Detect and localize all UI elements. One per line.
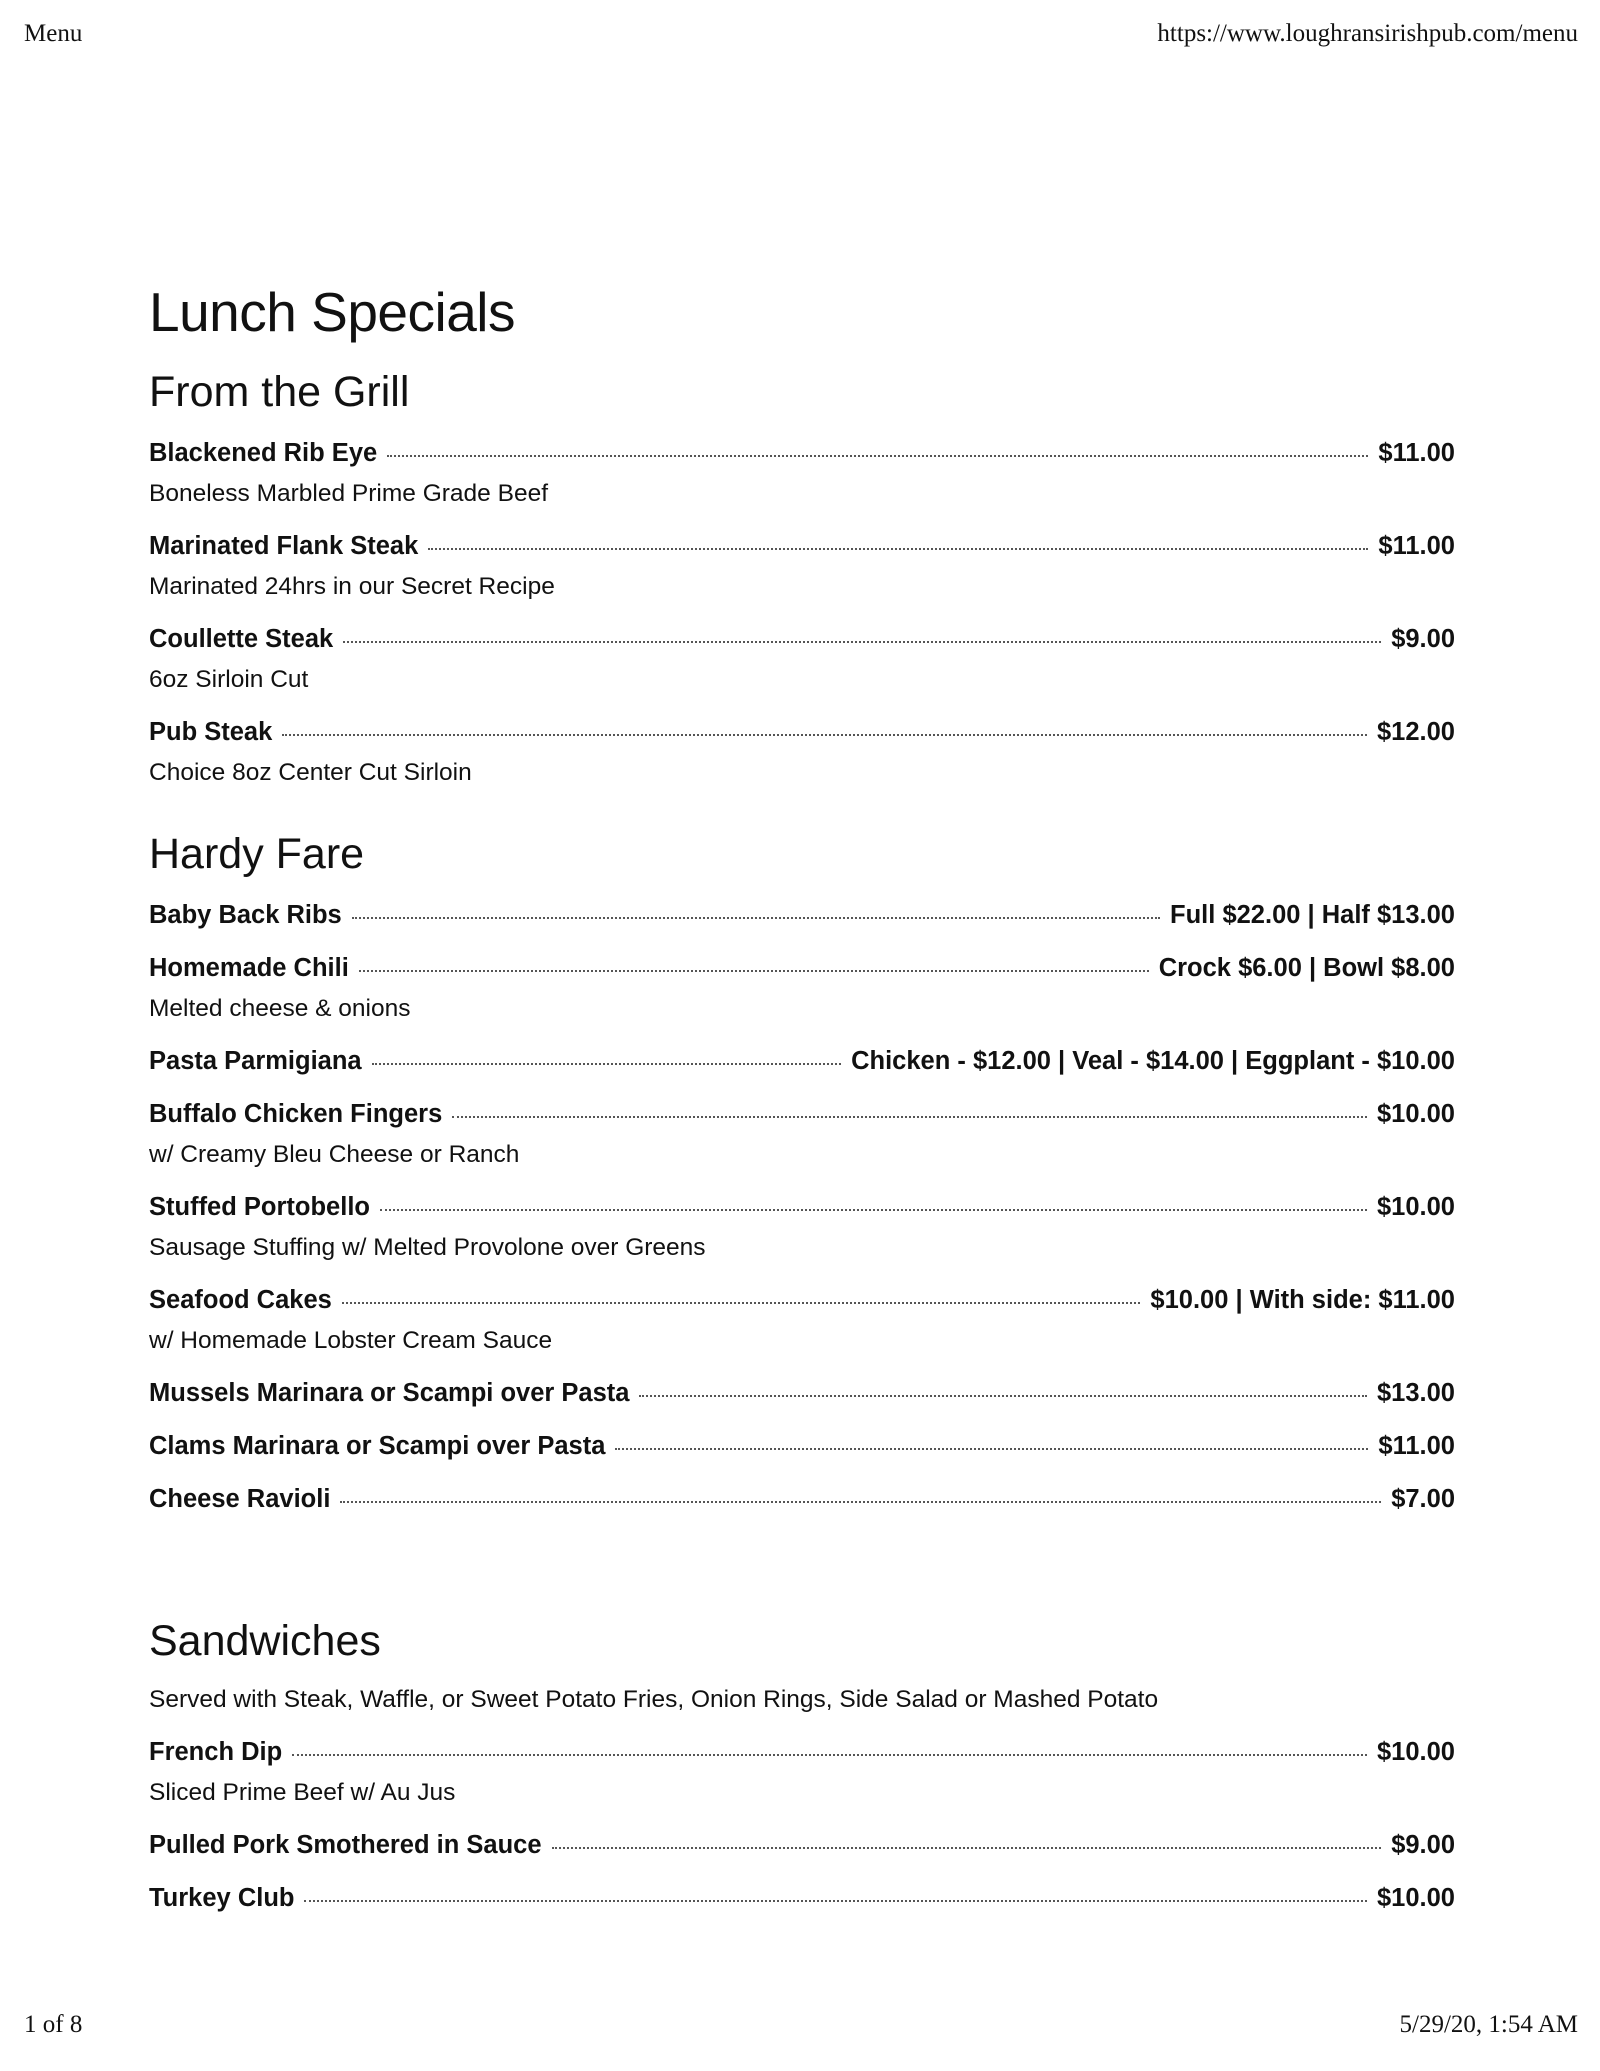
menu-item-price: $10.00 bbox=[1377, 1738, 1455, 1766]
menu-item-price: $7.00 bbox=[1391, 1485, 1455, 1513]
print-header bbox=[24, 20, 1578, 48]
menu-item-name: Pub Steak bbox=[149, 718, 273, 746]
menu-item-name: Buffalo Chicken Fingers bbox=[149, 1100, 443, 1128]
menu-item-description: Sliced Prime Beef w/ Au Jus bbox=[149, 1779, 456, 1806]
menu-item-price: Chicken - $12.00 | Veal - $14.00 | Eggplant - $10.00 bbox=[851, 1047, 1455, 1075]
menu-item-price: Crock $6.00 | Bowl $8.00 bbox=[1158, 954, 1455, 982]
menu-item bbox=[149, 1482, 1455, 1517]
menu-item-price: $10.00 bbox=[1377, 1193, 1455, 1221]
menu-item-price: $11.00 bbox=[1378, 439, 1455, 467]
menu-item-name: Turkey Club bbox=[149, 1884, 295, 1912]
menu-item-line bbox=[149, 951, 1455, 986]
menu-item bbox=[149, 1881, 1455, 1916]
page-title: Lunch Specials bbox=[149, 281, 516, 343]
menu-item-name: Pasta Parmigiana bbox=[149, 1047, 362, 1075]
print-timestamp: 5/29/20, 1:54 AM bbox=[1399, 2011, 1578, 2038]
menu-item bbox=[149, 529, 1455, 604]
menu-item-line bbox=[149, 1482, 1455, 1517]
menu-item-description: w/ Creamy Bleu Cheese or Ranch bbox=[149, 1141, 520, 1168]
page-count: 1 of 8 bbox=[24, 2011, 83, 2038]
menu-item bbox=[149, 1828, 1455, 1863]
menu-section-hardy-fare bbox=[149, 824, 1455, 1517]
menu-item-price: $11.00 bbox=[1378, 532, 1455, 560]
dot-leader bbox=[552, 1847, 1382, 1849]
dot-leader bbox=[340, 1501, 1381, 1503]
menu-section-sandwiches bbox=[149, 1611, 1455, 1916]
menu-item-description: Sausage Stuffing w/ Melted Provolone over Greens bbox=[149, 1234, 706, 1261]
menu-item-price: $9.00 bbox=[1391, 625, 1455, 653]
menu-item-description: w/ Homemade Lobster Cream Sauce bbox=[149, 1327, 553, 1354]
menu-item-line bbox=[149, 1044, 1455, 1079]
menu-item bbox=[149, 715, 1455, 790]
menu-item-price: $9.00 bbox=[1391, 1831, 1455, 1859]
menu-item-description: 6oz Sirloin Cut bbox=[149, 666, 309, 693]
menu-item-name: Pulled Pork Smothered in Sauce bbox=[149, 1831, 542, 1859]
menu-item bbox=[149, 1283, 1455, 1358]
menu-item-name: Homemade Chili bbox=[149, 954, 349, 982]
menu-item-line bbox=[149, 436, 1455, 471]
menu-item-price: $12.00 bbox=[1377, 718, 1455, 746]
dot-leader bbox=[292, 1754, 1367, 1756]
dot-leader bbox=[428, 548, 1368, 550]
menu-item bbox=[149, 1097, 1455, 1172]
menu-item-name: Stuffed Portobello bbox=[149, 1193, 370, 1221]
menu-item bbox=[149, 1044, 1455, 1079]
menu-item-line bbox=[149, 1881, 1455, 1916]
menu-item bbox=[149, 1190, 1455, 1265]
dot-leader bbox=[615, 1448, 1368, 1450]
dot-leader bbox=[342, 1302, 1141, 1304]
menu-item bbox=[149, 1735, 1455, 1810]
menu-item-line bbox=[149, 715, 1455, 750]
print-header-title: Menu bbox=[24, 20, 83, 47]
dot-leader bbox=[304, 1900, 1367, 1902]
menu-item-name: Blackened Rib Eye bbox=[149, 439, 378, 467]
dot-leader bbox=[387, 455, 1368, 457]
menu-item-line bbox=[149, 1376, 1455, 1411]
menu-item-description: Melted cheese & onions bbox=[149, 995, 411, 1022]
menu-item-name: Coullette Steak bbox=[149, 625, 334, 653]
menu-item-name: French Dip bbox=[149, 1738, 283, 1766]
menu-item-name: Clams Marinara or Scampi over Pasta bbox=[149, 1432, 606, 1460]
dot-leader bbox=[359, 970, 1149, 972]
dot-leader bbox=[282, 734, 1367, 736]
menu-item-line bbox=[149, 529, 1455, 564]
menu-item bbox=[149, 622, 1455, 697]
menu-item-name: Mussels Marinara or Scampi over Pasta bbox=[149, 1379, 630, 1407]
menu-item-description: Marinated 24hrs in our Secret Recipe bbox=[149, 573, 555, 600]
menu-item-name: Seafood Cakes bbox=[149, 1286, 332, 1314]
menu-item-name: Cheese Ravioli bbox=[149, 1485, 331, 1513]
print-header-url[interactable]: https://www.loughransirishpub.com/menu bbox=[1157, 20, 1578, 47]
menu-item-line bbox=[149, 1735, 1455, 1770]
menu-item-line bbox=[149, 1828, 1455, 1863]
section-title: From the Grill bbox=[149, 368, 410, 416]
dot-leader bbox=[352, 917, 1160, 919]
menu-item bbox=[149, 436, 1455, 511]
dot-leader bbox=[343, 641, 1381, 643]
menu-item-line bbox=[149, 1283, 1455, 1318]
menu-item-price: $10.00 bbox=[1377, 1884, 1455, 1912]
menu-item-line bbox=[149, 1429, 1455, 1464]
menu-item-price: $10.00 | With side: $11.00 bbox=[1150, 1286, 1455, 1314]
menu-section-from-the-grill bbox=[149, 362, 1455, 790]
dot-leader bbox=[452, 1116, 1367, 1118]
dot-leader bbox=[380, 1209, 1367, 1211]
menu-item bbox=[149, 1429, 1455, 1464]
menu-item-price: $11.00 bbox=[1378, 1432, 1455, 1460]
menu-item-price: $13.00 bbox=[1377, 1379, 1455, 1407]
menu-item-description: Choice 8oz Center Cut Sirloin bbox=[149, 759, 472, 786]
menu-item-line bbox=[149, 1190, 1455, 1225]
section-note: Served with Steak, Waffle, or Sweet Potato Fries, Onion Rings, Side Salad or Mashed Potato bbox=[149, 1686, 1159, 1713]
menu-item-line bbox=[149, 898, 1455, 933]
menu-item-price: Full $22.00 | Half $13.00 bbox=[1170, 901, 1455, 929]
menu-item-price: $10.00 bbox=[1377, 1100, 1455, 1128]
menu-item-line bbox=[149, 622, 1455, 657]
dot-leader bbox=[372, 1063, 841, 1065]
dot-leader bbox=[639, 1395, 1367, 1397]
menu-item bbox=[149, 1376, 1455, 1411]
menu-item-name: Baby Back Ribs bbox=[149, 901, 342, 929]
menu-item bbox=[149, 951, 1455, 1026]
menu-item-description: Boneless Marbled Prime Grade Beef bbox=[149, 480, 548, 507]
menu-content bbox=[149, 272, 1455, 1950]
menu-item-name: Marinated Flank Steak bbox=[149, 532, 419, 560]
menu-item-line bbox=[149, 1097, 1455, 1132]
print-footer bbox=[24, 2011, 1578, 2039]
section-title: Hardy Fare bbox=[149, 830, 365, 878]
section-title: Sandwiches bbox=[149, 1617, 381, 1665]
menu-item bbox=[149, 898, 1455, 933]
